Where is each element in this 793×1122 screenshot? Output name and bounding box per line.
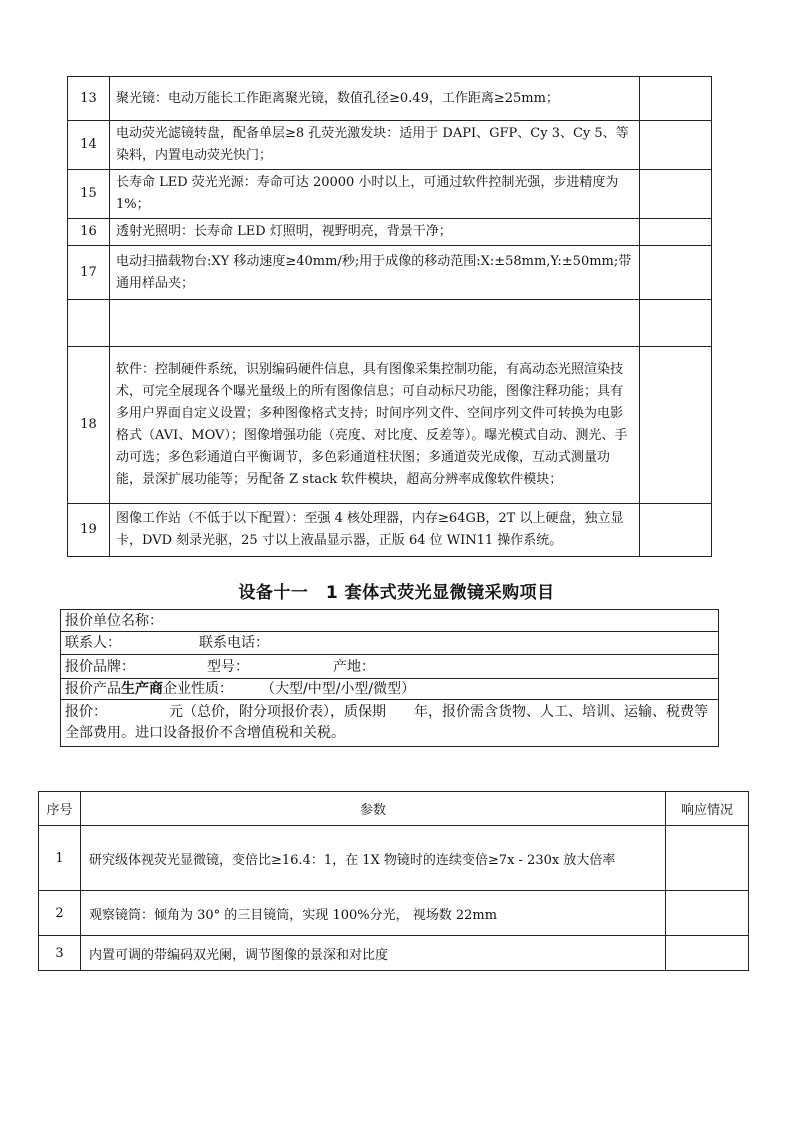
row-number: 18: [68, 347, 110, 504]
row-number: 19: [68, 504, 110, 557]
brand-label: 报价品牌：: [65, 658, 135, 675]
quote-row-price: [61, 700, 719, 747]
row-response: [640, 170, 712, 219]
quote-info-box: [60, 609, 719, 747]
table-row: [39, 891, 749, 936]
row-description: 聚光镜：电动万能长工作距离聚光镜，数值孔径≥0.49，工作距离≥25mm；: [110, 77, 640, 121]
quote-row-contact: [61, 632, 719, 655]
price-label: 报价：: [65, 703, 107, 720]
header-response: 响应情况: [666, 792, 749, 826]
quote-row-brand: [61, 655, 719, 679]
header-param: 参数: [81, 792, 666, 826]
table-row: [68, 77, 712, 121]
table-row: [68, 170, 712, 219]
row-description: 电动荧光滤镜转盘，配备单层≥8 孔荧光激发块：适用于 DAPI、GFP、Cy 3、Cy 5、等染料，内置电动荧光快门；: [110, 121, 640, 170]
row-response: [666, 826, 749, 891]
row-description: 电动扫描载物台:XY 移动速度≥40mm/秒;用于成像的移动范围:X:±58mm,Y:±50mm;带通用样品夹；: [110, 246, 640, 300]
row-number: 13: [68, 77, 110, 121]
row-number: 15: [68, 170, 110, 219]
row-description: 长寿命 LED 荧光光源：寿命可达 20000 小时以上，可通过软件控制光强，步进精度为 1%；: [110, 170, 640, 219]
row-number: 3: [39, 936, 81, 971]
header-no: 序号: [39, 792, 81, 826]
row-number: 17: [68, 246, 110, 300]
unit-name-label: 报价单位名称：: [61, 610, 719, 632]
row-response: [666, 936, 749, 971]
table-row: [68, 121, 712, 170]
nature-bold: 生产商: [121, 681, 163, 697]
table-row: [68, 347, 712, 504]
contact-label: 联系人：: [65, 635, 121, 651]
row-number: 14: [68, 121, 110, 170]
phone-label: 联系电话：: [199, 635, 269, 651]
row-response: [640, 347, 712, 504]
row-description: [110, 300, 640, 347]
table-row: [68, 246, 712, 300]
nature-suffix: 企业性质：: [163, 681, 233, 697]
row-response: [640, 219, 712, 246]
row-number: 16: [68, 219, 110, 246]
row-response: [640, 77, 712, 121]
spec-table-stereo-microscope: [38, 791, 749, 971]
row-response: [666, 891, 749, 936]
row-description: 图像工作站（不低于以下配置）：至强 4 核处理器，内存≥64GB，2T 以上硬盘，独立显卡，DVD 刻录光驱，25 寸以上液晶显示器，正版 64 位 WIN11 操作系统。: [110, 504, 640, 557]
table-header-row: [39, 792, 749, 826]
origin-label: 产地：: [333, 658, 375, 675]
row-number: 1: [39, 826, 81, 891]
row-description: 研究级体视荧光显微镜，变倍比≥16.4：1，在 1X 物镜时的连续变倍≥7x - 230x 放大倍率: [81, 826, 666, 891]
row-response: [640, 504, 712, 557]
price-text: 元（总价，附分项报价表），质保期 年，报价需含货物、人工、培训、运输、税费等全部费用。进口设备报价不含增值税和关税。: [65, 703, 708, 741]
nature-prefix: 报价产品: [65, 681, 121, 697]
table-row: [68, 504, 712, 557]
quote-row-unit: [61, 610, 719, 632]
spec-table-continued: [67, 76, 712, 557]
row-description: 观察镜筒：倾角为 30° 的三目镜筒，实现 100%分光， 视场数 22mm: [81, 891, 666, 936]
row-description: 内置可调的带编码双光阑，调节图像的景深和对比度: [81, 936, 666, 971]
row-response: [640, 300, 712, 347]
table-row: [39, 936, 749, 971]
nature-options: （大型/中型/小型/微型）: [261, 681, 416, 697]
section-title: 设备十一 1 套体式荧光显微镜采购项目: [238, 583, 555, 603]
row-response: [640, 121, 712, 170]
table-row-empty: [68, 300, 712, 347]
table-row: [68, 219, 712, 246]
quote-row-nature: [61, 679, 719, 700]
row-description: 透射光照明：长寿命 LED 灯照明，视野明亮，背景干净；: [110, 219, 640, 246]
model-label: 型号：: [207, 658, 249, 675]
row-description: 软件：控制硬件系统，识别编码硬件信息，具有图像采集控制功能，有高动态光照渲染技术，可完全展现各个曝光量级上的所有图像信息；可自动标尺功能，图像注释功能；具有多用户界面自定义设置；多种图像格式支持；时间序列文件、空间序列文件可转换为电影格式（AVI、MOV）；图像增强功能（亮度、对比度、反差等）。曝光模式自动、测光、手动可选；多色彩通道白平衡调节，多色彩通道柱状图；多通道荧光成像，互动式测量功能，景深扩展功能等；另配备 Z stack 软件模块，超高分辨率成像软件模块；: [110, 347, 640, 504]
table-row: [39, 826, 749, 891]
row-number: 2: [39, 891, 81, 936]
row-number: [68, 300, 110, 347]
row-response: [640, 246, 712, 300]
